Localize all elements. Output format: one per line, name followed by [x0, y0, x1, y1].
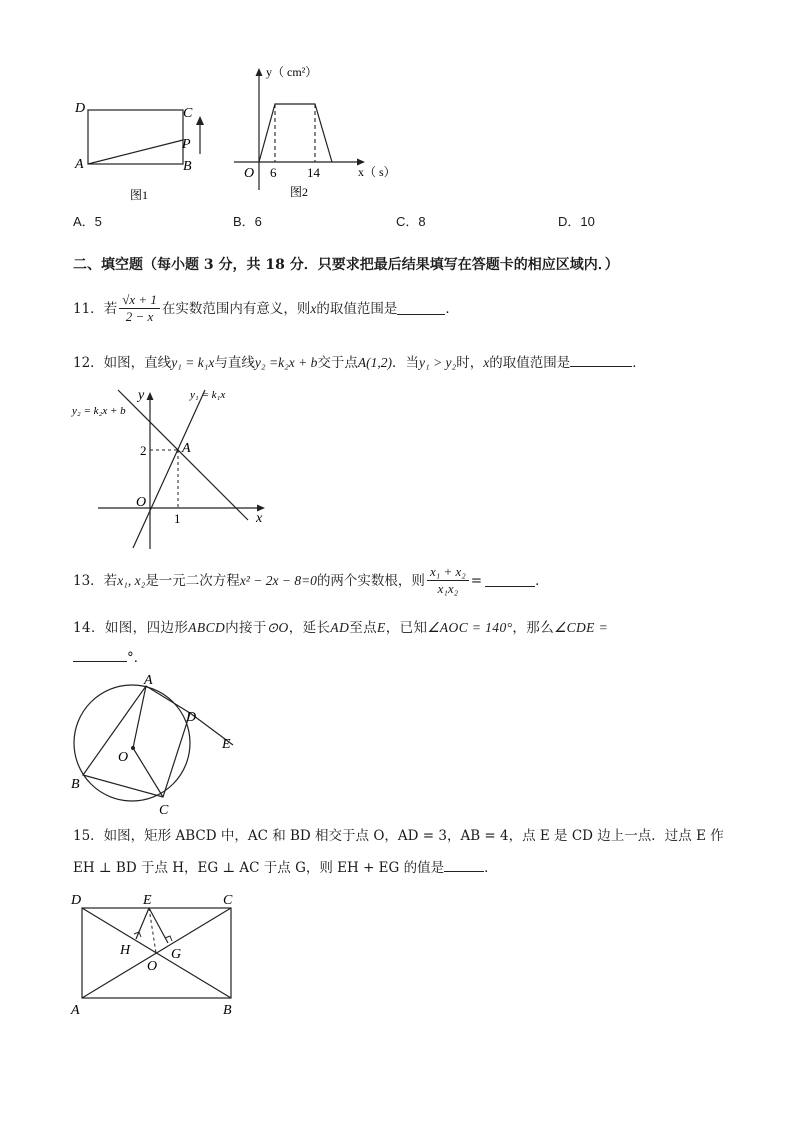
- q13-equals: =: [470, 572, 483, 589]
- question-14-line-2: [73, 649, 147, 667]
- fig2-caption: 图2: [290, 185, 309, 199]
- fig1-label-b: B: [183, 159, 192, 174]
- q15-fig-g: G: [171, 947, 182, 962]
- q13-fraction: [427, 564, 469, 597]
- q12-answer-blank[interactable]: [570, 354, 632, 367]
- q12-text2: 交于点: [317, 355, 358, 371]
- fig1-caption: 图1: [130, 188, 149, 202]
- q11-var: x: [310, 300, 317, 316]
- q12-text3: ．当: [392, 355, 420, 371]
- q14-t6: ，那么: [512, 620, 555, 636]
- q10-figure-2: [228, 62, 403, 202]
- q11-end: ．: [445, 300, 459, 317]
- option-d: D．10: [558, 214, 595, 229]
- q15-answer-blank[interactable]: [444, 859, 484, 872]
- fig1-label-d: D: [75, 101, 86, 116]
- question-13: [73, 564, 549, 597]
- q12-fig-tick-2: 2: [140, 443, 147, 458]
- fig1-label-p: P: [182, 137, 191, 152]
- q12-fig-y: y: [138, 388, 145, 403]
- q13-text2: 是一元二次方程: [145, 572, 240, 589]
- q14-fig-c: C: [159, 803, 169, 818]
- question-11: [73, 292, 459, 325]
- q12-fig-a: A: [182, 441, 191, 456]
- q11-number: 11．: [73, 300, 104, 317]
- q14-line2-end: °．: [127, 650, 148, 666]
- q12-fig-y2-label: y₂ = k₂x + b: [72, 405, 126, 417]
- q11-post: 在实数范围内有意义，则: [161, 300, 311, 317]
- question-15-line-2: [73, 859, 498, 877]
- q15-line2: EH ⊥ BD 于点 H，EG ⊥ AC 于点 G，则 EH + EG 的值是: [73, 860, 445, 876]
- q12-text4: 时，: [456, 355, 484, 371]
- q14-fig-d: D: [186, 710, 197, 725]
- q13-end: ．: [535, 572, 549, 589]
- q12-y1: y₁ = k₁x: [171, 355, 215, 370]
- question-15-line-1: 15．如图，矩形 ABCD 中，AC 和 BD 相交于点 O，AD = 3，AB = 4，点 E 是 CD 边上一点．过点 E 作: [73, 828, 724, 844]
- option-a: A．5: [73, 214, 102, 229]
- fig2-tick-14: 14: [307, 165, 320, 180]
- q14-fig-b: B: [71, 777, 80, 792]
- q15-fig-o: O: [147, 959, 158, 974]
- q10-figure-1: [70, 98, 220, 208]
- q14-fig-o: O: [118, 750, 129, 765]
- q14-line1: 14．如图，四边形: [73, 620, 189, 636]
- q12-figure: [70, 384, 280, 554]
- q13-vars: x₁, x₂: [117, 572, 146, 588]
- q12-fig-tick-1: 1: [174, 511, 181, 526]
- fig2-tick-6: 6: [270, 165, 277, 180]
- q15-fig-c: C: [223, 893, 233, 908]
- q13-denominator: x₁x₂: [437, 581, 459, 596]
- q14-t4: 至点: [349, 620, 378, 636]
- q11-fraction: [119, 292, 160, 325]
- q14-circle: ⊙O: [266, 620, 289, 635]
- q14-fig-a: A: [144, 673, 153, 688]
- q14-angle-cde: ∠CDE =: [554, 620, 609, 635]
- q14-t2: 内接于: [225, 620, 267, 636]
- q12-fig-y1-label: y₁ = k₁x: [190, 389, 226, 401]
- q12-var: x: [483, 355, 490, 370]
- q14-answer-blank[interactable]: [73, 649, 127, 662]
- q15-end: ．: [484, 860, 498, 876]
- q14-t5: ，已知: [385, 620, 428, 636]
- q15-fig-e: E: [143, 893, 152, 908]
- q14-e: E: [377, 620, 386, 635]
- q13-text3: 的两个实数根，则: [316, 572, 425, 589]
- q12-end: ．: [632, 355, 646, 371]
- question-12: [73, 354, 646, 372]
- section-heading: 二、填空题（每小题 3 分，共 18 分．只要求把最后结果填写在答题卡的相应区域内．）: [73, 257, 619, 273]
- q15-fig-h: H: [120, 943, 131, 958]
- q12-text5: 的取值范围是: [489, 355, 571, 371]
- q12-fig-x: x: [256, 511, 263, 526]
- q13-answer-blank[interactable]: [485, 574, 535, 587]
- q11-denominator: 2 − x: [125, 309, 154, 324]
- q12-fig-origin: O: [136, 495, 147, 510]
- q11-numerator: √x + 1: [119, 292, 160, 309]
- q12-text1: 12．如图，直线: [73, 355, 172, 371]
- q12-point-a: A(1,2): [357, 355, 393, 370]
- q14-t3: ，延长: [288, 620, 331, 636]
- q12-mid: 与直线: [214, 355, 255, 371]
- option-c: C．8: [396, 214, 426, 229]
- q11-tail: 的取值范围是: [316, 300, 398, 317]
- option-b: B．6: [233, 214, 262, 229]
- q14-angle-aoc: ∠AOC = 140°: [427, 620, 513, 635]
- fig1-label-a: A: [75, 157, 84, 172]
- q14-ad: AD: [330, 620, 350, 635]
- q12-condition: y₁ > y₂: [419, 355, 457, 370]
- q11-answer-blank[interactable]: [397, 302, 445, 315]
- fig2-x-axis-label: x（ s）: [358, 165, 396, 179]
- q13-equation: x² − 2x − 8=0: [239, 572, 317, 588]
- q14-fig-e: E: [222, 737, 231, 752]
- fig2-origin: O: [244, 166, 255, 181]
- q14-figure: [68, 672, 243, 822]
- q15-fig-b: B: [223, 1003, 232, 1018]
- question-14-line-1: [73, 619, 608, 637]
- q15-fig-a: A: [71, 1003, 80, 1018]
- q13-text1: 13．若: [73, 572, 118, 589]
- fig1-label-c: C: [183, 106, 193, 121]
- fig2-y-axis-label: y（ cm²）: [266, 65, 318, 79]
- q15-figure: [68, 888, 248, 1020]
- q11-pre: 若: [103, 300, 118, 317]
- q15-fig-d: D: [71, 893, 82, 908]
- q13-numerator: x₁ + x₂: [427, 564, 469, 581]
- q12-y2: y₂ =k₂x + b: [254, 355, 318, 370]
- q14-abcd: ABCD: [188, 620, 226, 635]
